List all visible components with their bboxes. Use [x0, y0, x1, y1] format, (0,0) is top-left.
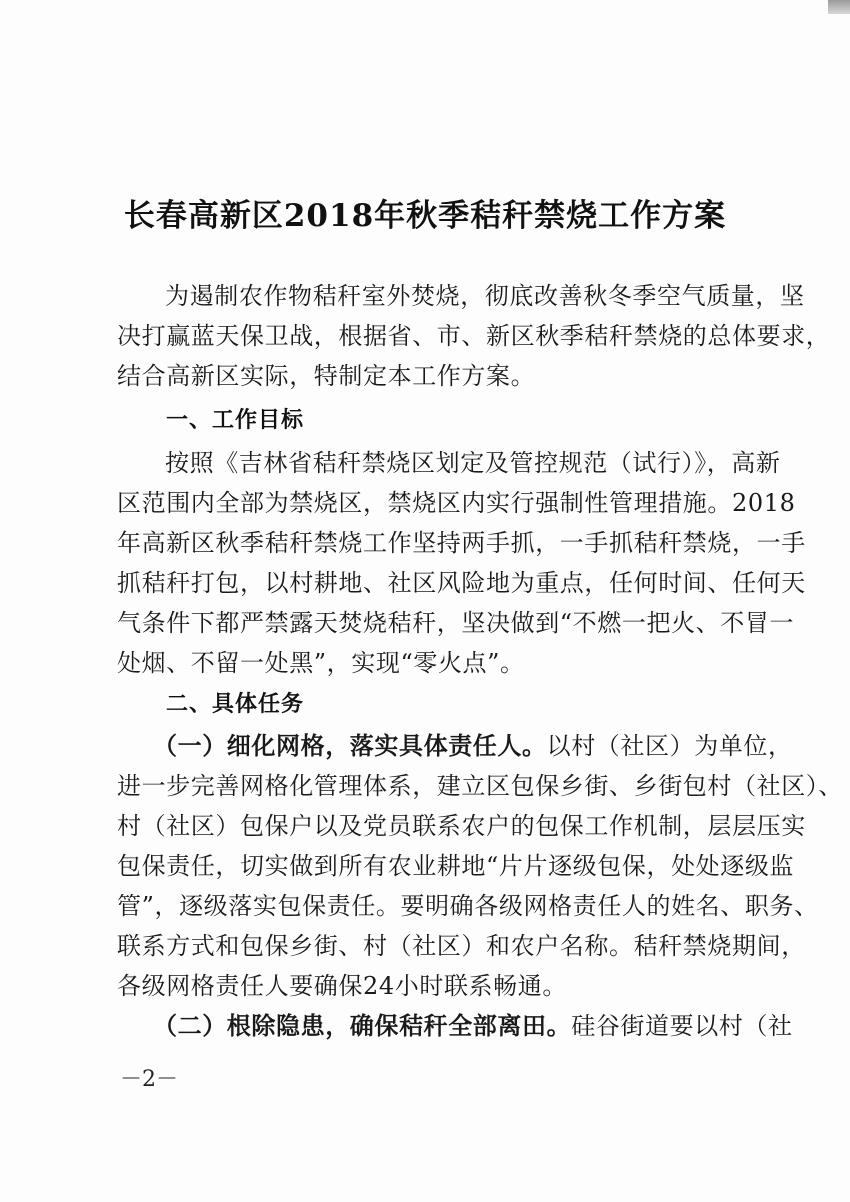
task-item-1-first-rest: 以村（社区）为单位， — [546, 732, 793, 760]
task-item-1-line: 各级网格责任人要确保24小时联系畅通。 — [117, 972, 567, 1000]
task-item-1-paragraph — [117, 726, 843, 1006]
section-heading-tasks: 二、具体任务 — [166, 692, 305, 717]
task-item-1-line: 联系方式和包保乡街、村（社区）和农户名称。秸秆禁烧期间， — [117, 932, 806, 960]
document-title: 长春高新区2018年秋季秸秆禁烧工作方案 — [123, 198, 727, 234]
goals-line: 按照《吉林省秸秆禁烧区划定及管控规范（试行）》，高新 — [165, 449, 781, 477]
task-item-1-line: 包保责任，切实做到所有农业耕地“片片逐级包保，处处逐级监 — [117, 852, 795, 880]
goals-line: 区范围内全部为禁烧区，禁烧区内实行强制性管理措施。2018 — [117, 489, 796, 517]
section-heading-goals: 一、工作目标 — [166, 408, 305, 433]
goals-paragraph — [117, 443, 806, 683]
intro-line: 结合高新区实际，特制定本工作方案。 — [117, 362, 536, 390]
task-item-1-line: 管”，逐级落实包保责任。要明确各级网格责任人的姓名、职务、 — [117, 892, 819, 920]
intro-line: 为遏制农作物秸秆室外焚烧，彻底改善秋冬季空气质量，坚 — [165, 282, 805, 310]
task-item-2-lead: （二）根除隐患，确保秸秆全部离田。 — [153, 1011, 572, 1040]
task-item-2-first-rest: 硅谷街道要以村（社 — [571, 1012, 793, 1040]
goals-line: 抓秸秆打包，以村耕地、社区风险地为重点，任何时间、任何天 — [117, 569, 806, 597]
task-item-1-first-line — [117, 726, 793, 766]
task-item-1-line: 村（社区）包保户以及党员联系农户的包保工作机制，层层压实 — [117, 812, 806, 840]
task-item-2-paragraph — [117, 1006, 793, 1046]
task-item-1-line: 进一步完善网格化管理体系，建立区包保乡街、乡街包村（社区）、 — [117, 772, 843, 800]
goals-line: 处烟、不留一处黑”，实现“零火点”。 — [117, 649, 525, 677]
goals-line: 气条件下都严禁露天焚烧秸秆，坚决做到“不燃一把火、不冒一 — [117, 609, 795, 637]
scan-edge-mark — [828, 0, 850, 14]
task-item-2-first-line — [117, 1006, 793, 1046]
page-number: －2－ — [120, 1067, 178, 1092]
task-item-1-lead: （一）细化网格，落实具体责任人。 — [153, 731, 547, 760]
goals-line: 年高新区秋季秸秆禁烧工作坚持两手抓，一手抓秸秆禁烧，一手 — [117, 529, 806, 557]
intro-paragraph — [117, 276, 831, 396]
intro-line: 决打赢蓝天保卫战，根据省、市、新区秋季秸秆禁烧的总体要求， — [117, 322, 831, 350]
